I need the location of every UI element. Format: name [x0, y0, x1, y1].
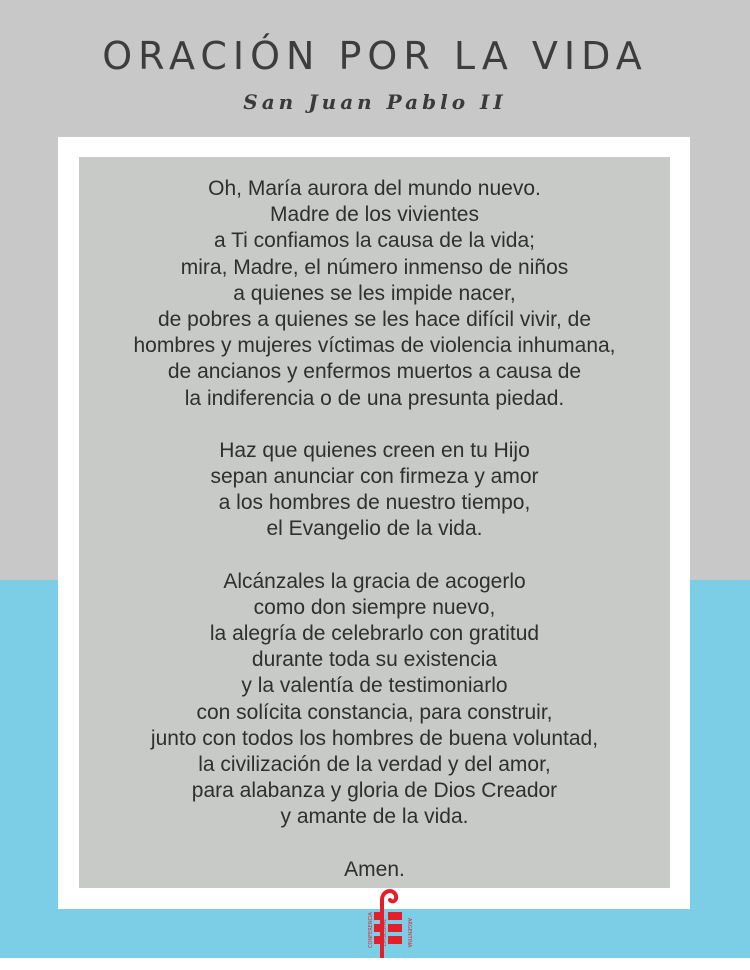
- poem-line: Haz que quienes creen en tu Hijo: [219, 438, 530, 462]
- poem-line: y amante de la vida.: [280, 805, 469, 829]
- poem-line: a los hombres de nuestro tiempo,: [218, 491, 531, 515]
- poem-line: con solícita constancia, para construir,: [196, 700, 553, 724]
- poem-line: la alegría de celebrarlo con gratitud: [209, 622, 540, 646]
- poem-line: durante toda su existencia: [251, 648, 498, 672]
- poem-line: para alabanza y gloria de Dios Creador: [191, 779, 558, 803]
- poem-line: Madre de los vivientes: [270, 203, 479, 227]
- svg-text:ARGENTINA: ARGENTINA: [406, 918, 412, 948]
- poem-line: de pobres a quienes se les hace difícil vivir, de: [157, 308, 592, 332]
- poem-line: la indiferencia o de una presunta piedad.: [184, 386, 565, 410]
- poem-line: hombres y mujeres víctimas de violencia inhumana,: [133, 334, 616, 358]
- svg-text:CONFERENCIA: CONFERENCIA: [368, 912, 374, 948]
- poem-line: de ancianos y enfermos muertos a causa de: [167, 360, 582, 384]
- poem-line: sepan anunciar con firmeza y amor: [210, 465, 539, 489]
- poem-line: y la valentía de testimoniarlo: [241, 674, 508, 698]
- poem-line: Alcánzales la gracia de acogerlo: [223, 569, 526, 593]
- poem-line: Oh, María aurora del mundo nuevo.: [208, 177, 541, 200]
- episcopal-conference-logo: [360, 884, 416, 964]
- prayer-text: [79, 176, 670, 883]
- poem-line: como don siempre nuevo,: [253, 595, 496, 619]
- poem-line: la civilización de la verdad y del amor,: [198, 753, 551, 777]
- poem-line: el Evangelio de la vida.: [266, 517, 483, 541]
- page-title: ORACIÓN POR LA VIDA: [102, 34, 648, 78]
- page-subtitle: San Juan Pablo II: [243, 90, 507, 114]
- closing-amen: Amen.: [344, 857, 405, 881]
- poem-line: a quienes se les impide nacer,: [233, 281, 516, 305]
- poem-line: a Ti confiamos la causa de la vida;: [213, 229, 535, 253]
- stanza-1: [79, 176, 670, 412]
- stanza-3: [79, 569, 670, 831]
- svg-text:EPISCOPAL: EPISCOPAL: [382, 918, 388, 946]
- poem-line: mira, Madre, el número inmenso de niños: [180, 255, 569, 279]
- stanza-2: [79, 438, 670, 543]
- poem-line: junto con todos los hombres de buena voluntad,: [150, 726, 599, 750]
